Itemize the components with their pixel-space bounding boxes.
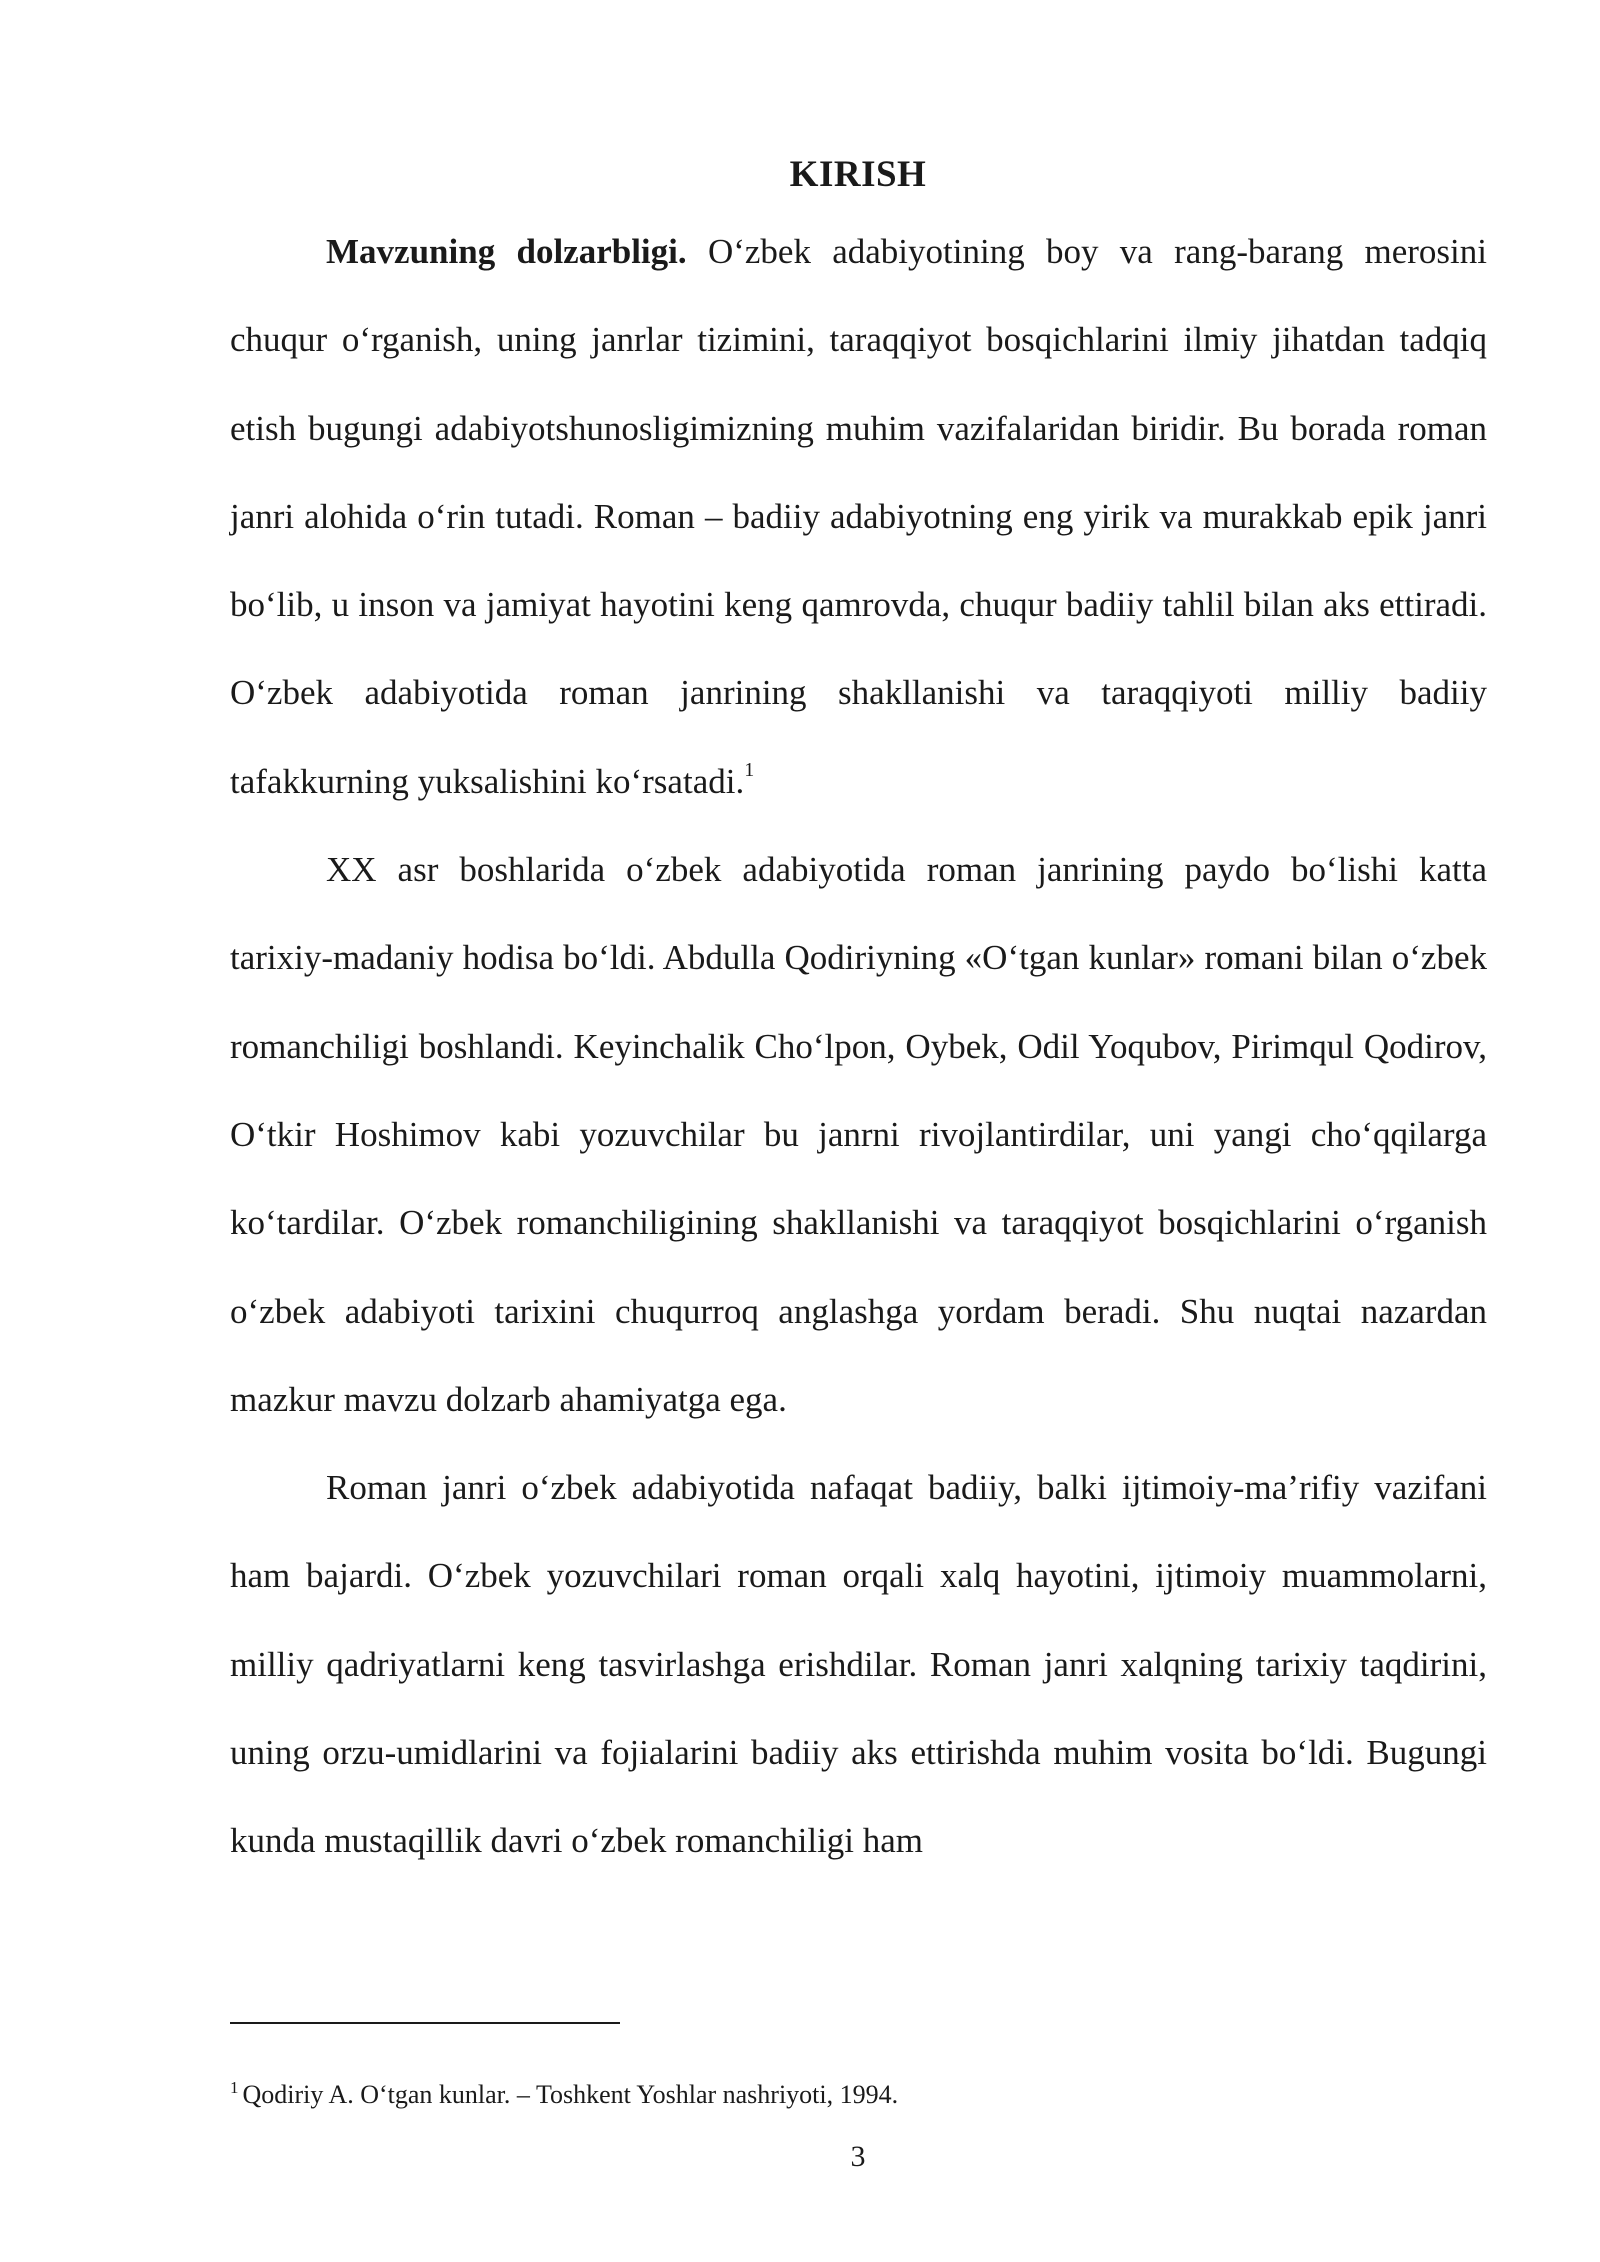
page-heading: KIRISH [789,154,927,195]
footnote [230,2077,1487,2113]
paragraph-lead: Mavzuning dolzarbligi. [326,232,687,271]
page-number: 3 [850,2140,866,2173]
paragraph-1 [230,208,1487,826]
paragraph-2: XX asr boshlarida o‘zbek adabiyotida roman janrining paydo bo‘lishi katta tarixiy-madaniy hodisa bo‘ldi. Abdulla Qodiriyning «O‘tgan kunlar» romani bilan o‘zbek romanchiligi boshlandi. Keyinchalik Cho‘lpon, Oybek, Odil Yoqubov, Pirimqul Qodirov, O‘tkir Hoshimov kabi yozuvchilar bu janrni rivojlantirdilar, uni yangi cho‘qqilarga ko‘tardilar. O‘zbek romanchiligining shakllanishi va taraqqiyot bosqichlarini o‘rganish o‘zbek adabiyoti tarixini chuqurroq anglashga yordam beradi. Shu nuqtai nazardan mazkur mavzu dolzarb ahamiyatga ega. [230,850,1487,1419]
paragraph-1-text: O‘zbek adabiyotining boy va rang-barang merosini chuqur o‘rganish, uning janrlar tizimini, taraqqiyot bosqichlarini ilmiy jihatdan tadqiq etish bugungi adabiyotshunosligimizning muhim vazifalaridan biridir. Bu borada roman janri alohida o‘rin tutadi. Roman – badiiy adabiyotning eng yirik va murakkab epik janri bo‘lib, u inson va jamiyat hayotini keng qamrovda, chuqur badiiy tahlil bilan aks ettiradi. O‘zbek adabiyotida roman janrining shakllanishi va taraqqiyoti milliy badiiy tafakkurning yuksalishini ko‘rsatadi. [230,232,1487,801]
footnote-text: Qodiriy A. O‘tgan kunlar. – Toshkent Yoshlar nashriyoti, 1994. [242,2080,899,2109]
footnote-marker: 1 [230,2078,239,2098]
body-text [230,208,1487,1886]
footnote-separator [230,2022,620,2024]
paragraph-3: Roman janri o‘zbek adabiyotida nafaqat badiiy, balki ijtimoiy-ma’rifiy vazifani ham bajardi. O‘zbek yozuvchilari roman orqali xalq hayotini, ijtimoiy muammolarni, milliy qadriyatlarni keng tasvirlashga erishdilar. Roman janri xalqning tarixiy taqdirini, uning orzu-umidlarini va fojialarini badiiy aks ettirishda muhim vosita bo‘ldi. Bugungi kunda mustaqillik davri o‘zbek romanchiligi ham [230,1468,1487,1861]
footnote-reference: 1 [744,759,755,782]
